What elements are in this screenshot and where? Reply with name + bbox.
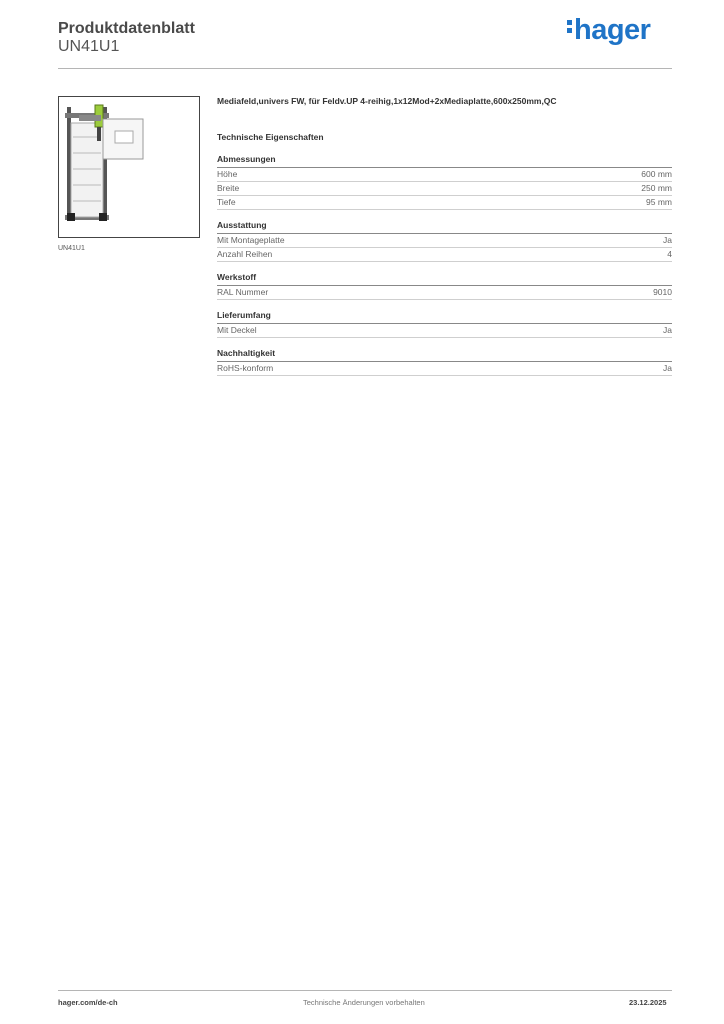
spec-value: Ja [663,235,672,245]
hager-logo [567,14,650,47]
spec-group-equipment [217,220,672,262]
spec-value: 95 mm [646,197,672,207]
group-title: Nachhaltigkeit [217,348,672,362]
media-panel-illustration-icon [59,97,199,237]
spec-label: Anzahl Reihen [217,249,273,259]
header-divider [58,68,672,69]
spec-value: Ja [663,325,672,335]
logo-text: hager [574,14,651,46]
product-description: Mediafeld,univers FW, für Feldv.UP 4-reihig,1x12Mod+2xMediaplatte,600x250mm,QC [217,96,557,106]
spec-label: RoHS-konform [217,363,274,373]
spec-label: Tiefe [217,197,236,207]
spec-label: Mit Montageplatte [217,235,285,245]
spec-content [217,96,672,386]
spec-group-sustainability [217,348,672,376]
spec-label: Breite [217,183,240,193]
spec-group-material [217,272,672,300]
spec-row [217,362,672,376]
spec-label: RAL Nummer [217,287,269,297]
page-title: Produktdatenblatt [58,20,195,37]
spec-value: Ja [663,363,672,373]
spec-group-dimensions [217,154,672,210]
spec-group-delivery [217,310,672,338]
group-title: Ausstattung [217,220,672,234]
product-code: UN41U1 [58,38,120,55]
footer-date: 23.12.2025 [629,998,667,1007]
spec-label: Mit Deckel [217,325,257,335]
footer-website-link[interactable]: hager.com/de-ch [58,998,118,1007]
group-title: Abmessungen [217,154,672,168]
spec-value: 250 mm [641,183,672,193]
footer-divider [58,990,672,991]
group-title: Lieferumfang [217,310,672,324]
spec-label: Höhe [217,169,238,179]
product-image [58,96,200,238]
spec-value: 600 mm [641,169,672,179]
spec-row [217,182,672,196]
spec-row [217,196,672,210]
spec-row [217,234,672,248]
section-title: Technische Eigenschaften [217,132,324,142]
spec-value: 4 [667,249,672,259]
group-title: Werkstoff [217,272,672,286]
spec-row [217,286,672,300]
spec-value: 9010 [653,287,672,297]
spec-row [217,324,672,338]
spec-row [217,168,672,182]
spec-row [217,248,672,262]
footer-notice: Technische Änderungen vorbehalten [303,998,425,1007]
image-caption: UN41U1 [58,245,85,252]
logo-dots-icon [567,17,572,36]
